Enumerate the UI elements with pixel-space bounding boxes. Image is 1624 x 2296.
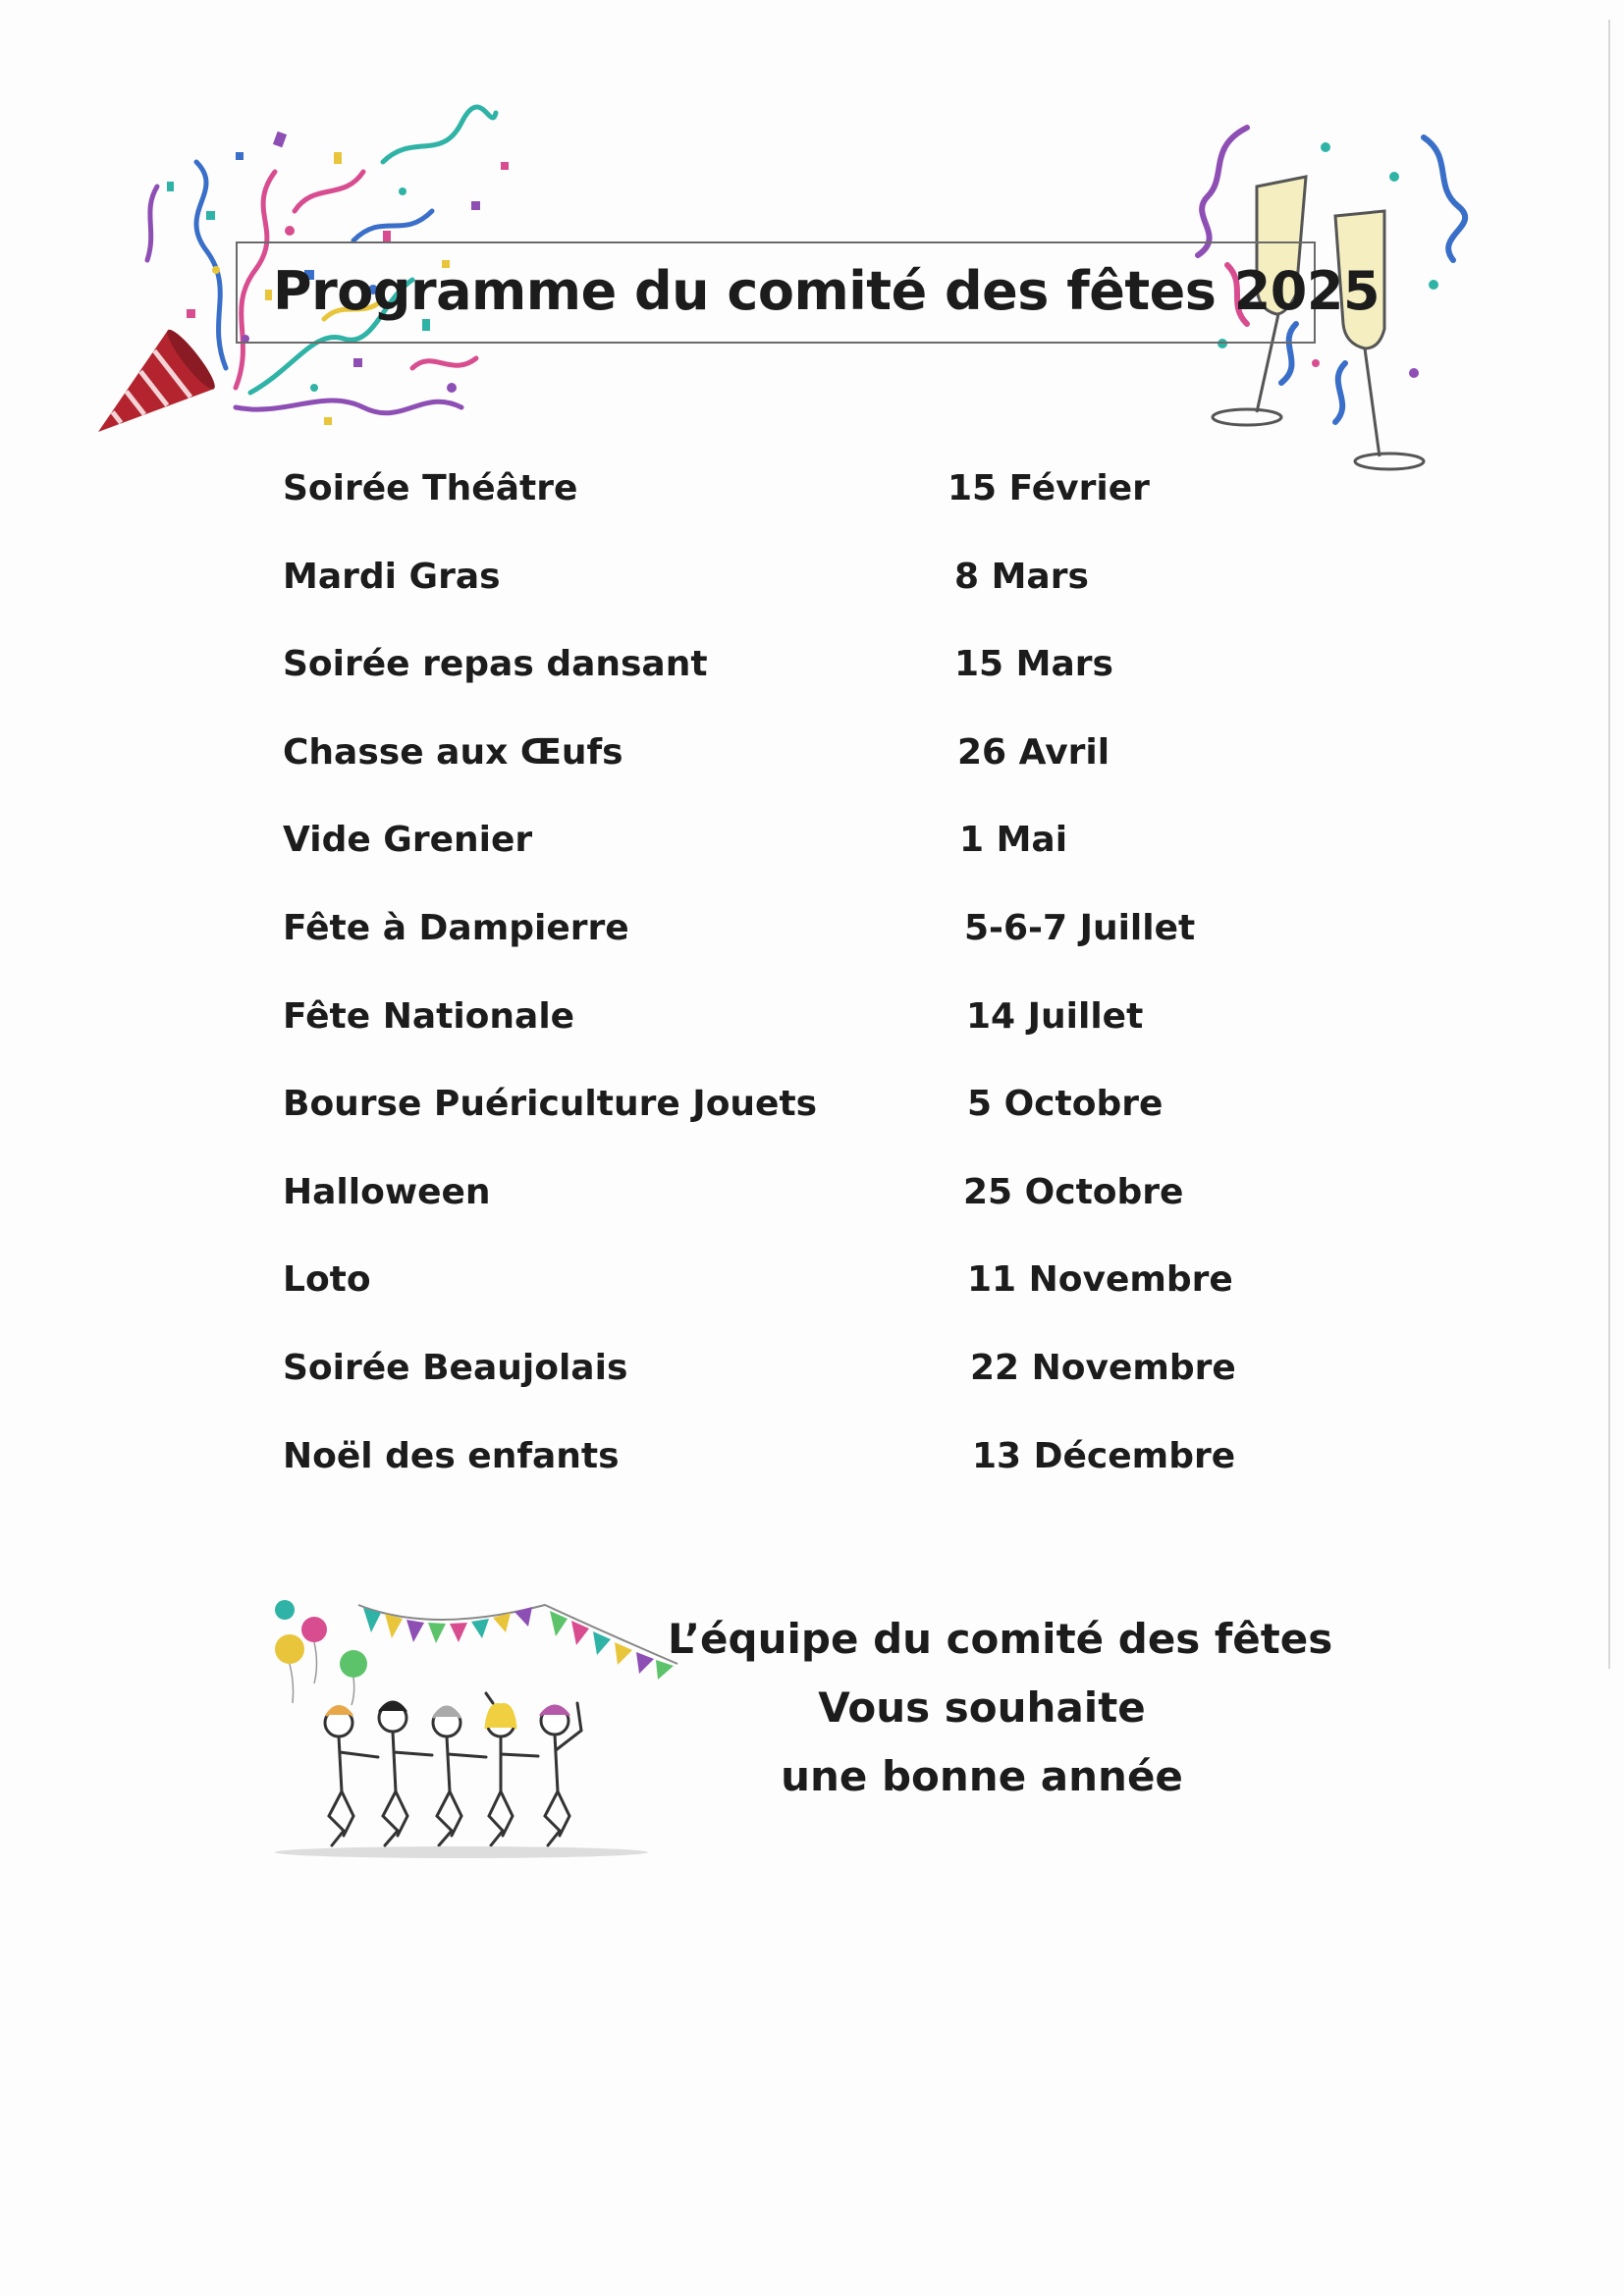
greeting-message: [668, 1605, 1333, 1811]
event-name: Noël des enfants: [283, 1435, 620, 1476]
event-name: Fête Nationale: [283, 995, 575, 1037]
event-row: [283, 1253, 1265, 1341]
scan-edge-line: [1608, 20, 1610, 1669]
balloons: [275, 1600, 367, 1705]
event-date: 22 Novembre: [970, 1347, 1236, 1388]
event-date: 1 Mai: [959, 820, 1068, 861]
event-row: [283, 1429, 1265, 1518]
events-list: [283, 461, 1265, 1517]
event-date: 15 Février: [947, 468, 1150, 508]
event-date: 11 Novembre: [967, 1259, 1233, 1301]
event-date: 26 Avril: [957, 731, 1110, 773]
event-name: Soirée Beaujolais: [283, 1347, 628, 1388]
event-row: [283, 461, 1265, 550]
event-row: [283, 1077, 1265, 1165]
dancers: [325, 1693, 581, 1845]
party-popper-cone: [88, 325, 220, 461]
event-row: [283, 725, 1265, 814]
event-row: [283, 901, 1265, 989]
event-name: Fête à Dampierre: [283, 907, 629, 948]
event-date: 15 Mars: [954, 644, 1113, 685]
event-date: 8 Mars: [954, 556, 1089, 597]
event-date: 13 Décembre: [972, 1435, 1236, 1476]
page-title: Programme du comité des fêtes 2025: [273, 260, 1380, 322]
champagne-flute-right: [1335, 211, 1424, 469]
event-row: [283, 550, 1265, 638]
greeting-line: Vous souhaite: [818, 1683, 1146, 1732]
event-row: [283, 637, 1265, 725]
event-name: Loto: [283, 1259, 371, 1301]
event-row: [283, 1165, 1265, 1254]
event-row: [283, 989, 1265, 1078]
event-row: [283, 813, 1265, 901]
event-name: Mardi Gras: [283, 556, 501, 597]
event-row: [283, 1341, 1265, 1429]
dancing-people-bunting-icon: [265, 1595, 697, 1870]
event-date: 5 Octobre: [967, 1084, 1164, 1125]
event-name: Chasse aux Œufs: [283, 731, 623, 773]
event-name: Vide Grenier: [283, 820, 533, 861]
greeting-line: une bonne année: [781, 1752, 1183, 1800]
event-name: Soirée Théâtre: [283, 468, 578, 508]
event-name: Halloween: [283, 1171, 491, 1212]
event-date: 14 Juillet: [966, 995, 1144, 1037]
event-name: Bourse Puériculture Jouets: [283, 1084, 818, 1125]
event-name: Soirée repas dansant: [283, 644, 708, 685]
greeting-line: L’équipe du comité des fêtes: [668, 1615, 1333, 1663]
event-date: 25 Octobre: [963, 1171, 1184, 1212]
bunting: [358, 1605, 677, 1680]
event-date: 5-6-7 Juillet: [964, 907, 1196, 948]
